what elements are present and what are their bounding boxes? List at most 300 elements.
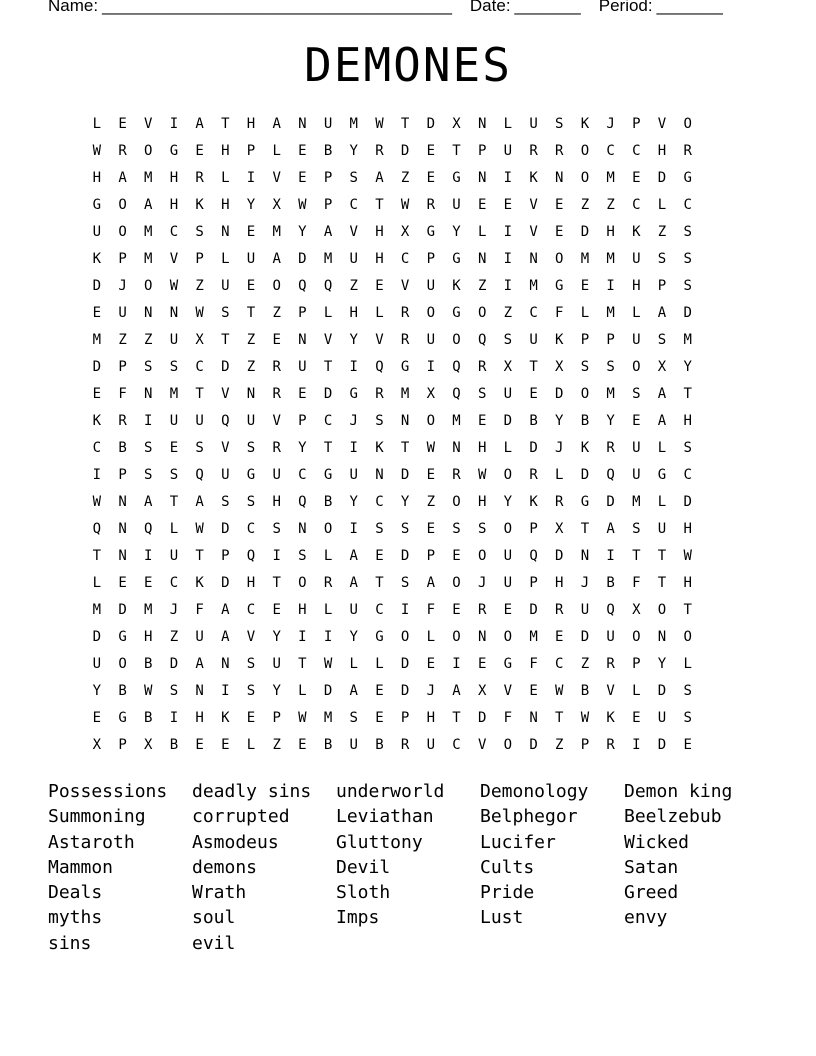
grid-cell: T — [529, 359, 538, 375]
grid-cell: Q — [323, 278, 333, 294]
grid-cell: S — [221, 494, 230, 510]
grid-cell: Z — [503, 305, 513, 321]
grid-cell: T — [323, 440, 333, 456]
grid-cell: S — [195, 440, 204, 456]
word-bank-item: Demon king — [624, 781, 733, 802]
word-bank-item: corrupted — [192, 806, 290, 828]
grid-cell: T — [272, 575, 281, 591]
grid-cell: O — [452, 575, 461, 591]
grid-cell: N — [118, 521, 127, 537]
grid-cell: G — [323, 467, 333, 483]
grid-cell: H — [683, 575, 692, 591]
grid-cell: R — [375, 386, 384, 402]
grid-cell: D — [400, 683, 410, 699]
grid-cell: T — [657, 548, 667, 564]
grid-cell: M — [529, 629, 538, 645]
grid-cell: L — [169, 521, 179, 537]
grid-cell: O — [272, 278, 281, 294]
grid-cell: D — [221, 359, 230, 375]
grid-cell: I — [452, 656, 461, 672]
grid-cell: Z — [606, 197, 615, 213]
word-bank-item: deadly sins — [192, 781, 312, 802]
grid-cell: L — [657, 494, 667, 510]
grid-cell: U — [606, 629, 615, 645]
grid-cell: M — [606, 305, 615, 321]
grid-cell: C — [246, 602, 256, 618]
grid-cell: T — [375, 197, 384, 213]
grid-cell: C — [606, 143, 615, 159]
grid-cell: L — [323, 548, 333, 564]
grid-cell: C — [349, 197, 358, 213]
grid-cell: N — [529, 710, 538, 726]
grid-cell: X — [272, 197, 281, 213]
grid-cell: P — [632, 116, 641, 132]
grid-cell: K — [555, 332, 564, 348]
grid-cell: G — [555, 278, 564, 294]
grid-cell: T — [400, 440, 410, 456]
grid-cell: I — [169, 116, 179, 132]
grid-cell: A — [144, 197, 153, 213]
grid-cell: S — [657, 251, 667, 267]
grid-cell: D — [683, 305, 692, 321]
grid-cell: C — [683, 197, 692, 213]
grid-cell: D — [298, 251, 307, 267]
grid-cell: O — [452, 629, 461, 645]
grid-cell: I — [503, 251, 513, 267]
grid-cell: S — [632, 386, 641, 402]
grid-cell: V — [221, 440, 230, 456]
grid-cell: V — [169, 251, 179, 267]
grid-cell: H — [632, 278, 641, 294]
grid-cell: C — [375, 602, 384, 618]
grid-cell: K — [580, 116, 590, 132]
grid-cell: N — [375, 467, 384, 483]
grid-cell: E — [503, 197, 513, 213]
grid-cell: O — [657, 602, 667, 618]
word-bank-item: Possessions — [48, 781, 168, 802]
grid-cell: A — [144, 494, 153, 510]
grid-cell: S — [246, 683, 256, 699]
grid-cell: L — [657, 197, 667, 213]
grid-cell: E — [580, 278, 590, 294]
grid-cell: M — [400, 386, 410, 402]
grid-cell: U — [632, 467, 641, 483]
grid-cell: O — [503, 521, 513, 537]
grid-cell: Z — [272, 737, 281, 753]
grid-cell: U — [349, 251, 358, 267]
grid-cell: U — [221, 467, 230, 483]
grid-cell: Z — [426, 494, 435, 510]
word-bank — [48, 780, 768, 957]
grid-cell: H — [298, 602, 307, 618]
word-bank-item: Belphegor — [480, 806, 578, 828]
grid-cell: P — [246, 143, 256, 159]
grid-cell: P — [580, 737, 590, 753]
grid-cell: Q — [477, 332, 487, 348]
grid-cell: O — [118, 197, 127, 213]
grid-cell: R — [272, 386, 281, 402]
grid-row — [84, 600, 701, 627]
grid-cell: V — [529, 224, 538, 240]
grid-cell: F — [632, 575, 641, 591]
grid-cell: N — [246, 386, 256, 402]
grid-cell: K — [452, 278, 461, 294]
grid-cell: A — [375, 170, 384, 186]
word-bank-item: underworld — [336, 781, 445, 802]
grid-cell: E — [477, 656, 487, 672]
grid-cell: D — [529, 737, 538, 753]
grid-cell: U — [503, 548, 513, 564]
grid-cell: Q — [144, 521, 153, 537]
grid-cell: C — [555, 656, 564, 672]
grid-cell: E — [195, 143, 204, 159]
grid-cell: U — [272, 656, 281, 672]
grid-cell: P — [118, 359, 127, 375]
name-blank: _____________________________________ — [102, 0, 452, 15]
grid-cell: I — [606, 278, 615, 294]
grid-cell: W — [580, 710, 590, 726]
grid-cell: O — [118, 224, 127, 240]
grid-cell: E — [632, 170, 641, 186]
grid-row — [84, 708, 701, 735]
grid-cell: S — [375, 413, 384, 429]
grid-cell: W — [323, 656, 333, 672]
grid-cell: D — [529, 602, 538, 618]
grid-cell: M — [323, 251, 333, 267]
grid-cell: B — [606, 575, 615, 591]
grid-cell: I — [144, 413, 153, 429]
grid-cell: Q — [452, 386, 461, 402]
grid-cell: T — [323, 359, 333, 375]
grid-cell: I — [426, 359, 435, 375]
grid-cell: C — [298, 467, 307, 483]
grid-cell: Q — [298, 278, 307, 294]
grid-cell: H — [683, 521, 692, 537]
grid-cell: C — [632, 143, 641, 159]
grid-cell: K — [195, 575, 204, 591]
grid-cell: Z — [555, 737, 564, 753]
grid-cell: W — [400, 197, 410, 213]
grid-cell: W — [195, 305, 204, 321]
grid-cell: I — [632, 737, 641, 753]
grid-cell: W — [426, 440, 435, 456]
grid-cell: I — [503, 278, 513, 294]
grid-cell: E — [529, 386, 538, 402]
grid-cell: R — [400, 737, 410, 753]
grid-cell: I — [144, 548, 153, 564]
grid-cell: G — [452, 305, 461, 321]
letter-grid — [84, 114, 701, 762]
grid-cell: E — [426, 467, 435, 483]
grid-cell: I — [169, 710, 179, 726]
grid-cell: U — [632, 251, 641, 267]
grid-cell: G — [683, 170, 692, 186]
grid-cell: G — [580, 494, 590, 510]
grid-cell: S — [683, 251, 692, 267]
grid-cell: Z — [118, 332, 127, 348]
grid-cell: X — [555, 359, 564, 375]
grid-cell: O — [632, 359, 641, 375]
grid-cell: P — [657, 278, 667, 294]
date-label: Date: — [469, 0, 511, 15]
grid-cell: Q — [452, 359, 461, 375]
grid-cell: V — [606, 683, 615, 699]
grid-cell: E — [298, 737, 307, 753]
grid-row — [84, 357, 701, 384]
grid-cell: B — [323, 494, 333, 510]
grid-cell: N — [529, 251, 538, 267]
grid-cell: O — [477, 548, 487, 564]
grid-cell: V — [272, 170, 281, 186]
grid-cell: N — [144, 386, 153, 402]
grid-cell: G — [246, 467, 256, 483]
grid-cell: Z — [272, 305, 281, 321]
grid-cell: E — [92, 710, 102, 726]
grid-cell: V — [272, 413, 281, 429]
grid-cell: O — [144, 278, 153, 294]
grid-cell: L — [426, 629, 435, 645]
grid-cell: Y — [452, 224, 461, 240]
grid-cell: M — [92, 602, 102, 618]
grid-cell: E — [298, 170, 307, 186]
grid-cell: Y — [349, 629, 358, 645]
grid-cell: C — [400, 251, 410, 267]
grid-cell: R — [400, 332, 410, 348]
grid-cell: D — [323, 386, 333, 402]
grid-cell: S — [144, 467, 153, 483]
grid-cell: V — [375, 332, 384, 348]
grid-cell: P — [426, 251, 435, 267]
grid-cell: T — [452, 143, 461, 159]
grid-cell: P — [323, 170, 333, 186]
grid-cell: F — [195, 602, 204, 618]
grid-cell: V — [657, 116, 667, 132]
grid-cell: L — [221, 170, 230, 186]
grid-cell: W — [92, 143, 102, 159]
grid-row — [84, 627, 701, 654]
word-bank-item: demons — [192, 856, 258, 878]
grid-cell: L — [580, 305, 590, 321]
grid-cell: D — [529, 440, 538, 456]
grid-cell: Z — [477, 278, 487, 294]
grid-cell: H — [375, 251, 384, 267]
grid-cell: T — [580, 521, 590, 537]
grid-cell: X — [657, 359, 667, 375]
grid-cell: L — [503, 440, 513, 456]
grid-cell: S — [683, 710, 692, 726]
grid-cell: M — [144, 251, 153, 267]
grid-cell: U — [92, 656, 102, 672]
grid-row — [84, 249, 701, 276]
grid-cell: E — [452, 602, 461, 618]
grid-cell: H — [246, 575, 256, 591]
grid-cell: A — [195, 116, 204, 132]
grid-cell: U — [272, 467, 281, 483]
grid-cell: K — [529, 494, 538, 510]
grid-cell: P — [118, 737, 127, 753]
grid-cell: O — [632, 629, 641, 645]
grid-cell: O — [555, 251, 564, 267]
grid-cell: R — [529, 143, 538, 159]
grid-cell: U — [169, 332, 179, 348]
grid-cell: T — [221, 332, 230, 348]
grid-cell: E — [375, 548, 384, 564]
grid-cell: M — [529, 278, 538, 294]
grid-cell: N — [144, 305, 153, 321]
grid-cell: L — [555, 467, 564, 483]
grid-cell: E — [632, 710, 641, 726]
grid-cell: Z — [400, 170, 410, 186]
grid-cell: M — [606, 251, 615, 267]
grid-cell: B — [580, 413, 590, 429]
grid-cell: A — [323, 224, 333, 240]
grid-cell: B — [118, 440, 127, 456]
grid-cell: N — [452, 440, 461, 456]
word-bank-item: Devil — [336, 856, 391, 878]
grid-cell: D — [92, 278, 102, 294]
grid-cell: U — [426, 332, 435, 348]
grid-cell: D — [118, 602, 127, 618]
grid-cell: E — [246, 710, 256, 726]
word-bank-item: Lust — [480, 907, 524, 929]
grid-cell: G — [118, 629, 127, 645]
grid-cell: N — [169, 305, 179, 321]
grid-cell: H — [169, 197, 179, 213]
grid-cell: X — [503, 359, 513, 375]
grid-cell: B — [144, 710, 153, 726]
grid-cell: Z — [246, 332, 256, 348]
grid-cell: P — [477, 143, 487, 159]
grid-cell: U — [195, 629, 204, 645]
grid-cell: R — [555, 494, 564, 510]
grid-cell: Y — [246, 197, 256, 213]
student-info-header — [48, 0, 723, 16]
grid-cell: C — [632, 197, 641, 213]
grid-cell: N — [477, 116, 487, 132]
grid-cell: Y — [400, 494, 410, 510]
grid-cell: E — [92, 386, 102, 402]
grid-cell: L — [349, 656, 358, 672]
grid-cell: Z — [349, 278, 358, 294]
grid-cell: T — [375, 575, 384, 591]
grid-cell: U — [657, 710, 667, 726]
grid-cell: B — [169, 737, 179, 753]
grid-cell: S — [555, 116, 564, 132]
grid-cell: Z — [144, 332, 153, 348]
grid-cell: N — [195, 683, 204, 699]
grid-cell: J — [169, 602, 179, 618]
grid-cell: X — [426, 386, 435, 402]
grid-cell: P — [298, 305, 307, 321]
grid-cell: E — [477, 197, 487, 213]
grid-cell: P — [529, 575, 538, 591]
grid-cell: E — [683, 737, 692, 753]
grid-cell: O — [323, 521, 333, 537]
grid-cell: M — [144, 224, 153, 240]
grid-cell: M — [144, 602, 153, 618]
grid-cell: Q — [195, 467, 204, 483]
grid-cell: E — [555, 629, 564, 645]
grid-cell: Q — [92, 521, 102, 537]
grid-cell: Z — [169, 629, 179, 645]
grid-cell: T — [683, 602, 692, 618]
grid-cell: G — [118, 710, 127, 726]
grid-cell: U — [246, 251, 256, 267]
grid-cell: A — [195, 494, 204, 510]
grid-cell: Y — [606, 413, 615, 429]
grid-cell: L — [632, 305, 641, 321]
grid-cell: M — [580, 251, 590, 267]
word-bank-item: Gluttony — [336, 831, 423, 853]
word-bank-item: Pride — [480, 882, 535, 904]
grid-cell: E — [632, 413, 641, 429]
grid-cell: N — [400, 413, 410, 429]
name-label: Name: — [48, 0, 99, 15]
grid-cell: D — [657, 683, 667, 699]
grid-cell: V — [503, 683, 513, 699]
grid-cell: H — [477, 440, 487, 456]
grid-cell: M — [144, 170, 153, 186]
grid-cell: S — [683, 683, 692, 699]
grid-cell: G — [349, 386, 358, 402]
grid-cell: A — [349, 683, 358, 699]
grid-cell: S — [221, 305, 230, 321]
grid-cell: X — [477, 683, 487, 699]
grid-cell: N — [298, 521, 307, 537]
grid-row — [84, 546, 701, 573]
grid-cell: K — [195, 197, 204, 213]
grid-cell: L — [92, 116, 102, 132]
grid-cell: D — [555, 386, 564, 402]
grid-cell: S — [632, 521, 641, 537]
date-blank: _______ — [514, 0, 581, 15]
grid-cell: E — [169, 440, 179, 456]
grid-cell: K — [529, 170, 538, 186]
grid-cell: L — [92, 575, 102, 591]
grid-cell: L — [323, 305, 333, 321]
grid-cell: G — [657, 467, 667, 483]
grid-cell: G — [400, 359, 410, 375]
grid-cell: F — [503, 710, 513, 726]
grid-cell: X — [144, 737, 153, 753]
grid-cell: Y — [92, 683, 102, 699]
grid-cell: H — [92, 170, 102, 186]
grid-cell: X — [195, 332, 204, 348]
grid-cell: G — [169, 143, 179, 159]
grid-cell: E — [426, 170, 435, 186]
grid-cell: E — [298, 386, 307, 402]
word-bank-item: Astaroth — [48, 831, 135, 853]
grid-cell: U — [92, 224, 102, 240]
grid-cell: V — [246, 629, 256, 645]
grid-cell: S — [246, 494, 256, 510]
grid-cell: B — [323, 143, 333, 159]
grid-cell: A — [221, 602, 230, 618]
grid-cell: Y — [298, 440, 307, 456]
grid-cell: D — [221, 575, 230, 591]
period-label: Period: — [598, 0, 653, 15]
grid-cell: Q — [246, 548, 256, 564]
grid-cell: O — [452, 332, 461, 348]
grid-cell: D — [657, 170, 667, 186]
grid-cell: I — [272, 548, 281, 564]
grid-cell: A — [657, 386, 667, 402]
grid-cell: O — [580, 170, 590, 186]
grid-cell: W — [144, 683, 153, 699]
grid-cell: A — [452, 683, 461, 699]
grid-row — [84, 114, 701, 141]
grid-cell: I — [221, 683, 230, 699]
